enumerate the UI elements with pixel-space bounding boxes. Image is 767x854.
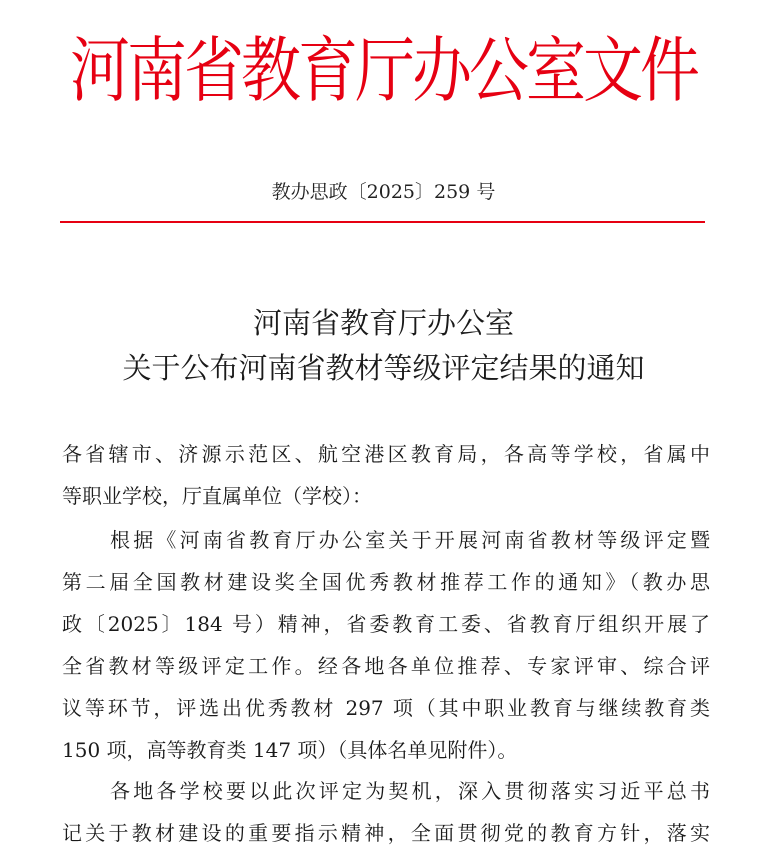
paragraph-line: 第二届全国教材建设奖全国优秀教材推荐工作的通知》（教办思 [62,570,710,594]
notice-title-line-1: 河南省教育厅办公室 [252,306,514,340]
document-number: 教办思政〔2025〕259 号 [271,181,496,203]
issuer-header: 河南省教育厅办公室文件 [70,29,697,113]
paragraph-basis [62,519,710,771]
notice-title-line-2: 关于公布河南省教材等级评定结果的通知 [122,351,645,385]
paragraph-line: 议等环节，评选出优秀教材 297 项（其中职业教育与继续教育类 [62,696,710,720]
paragraph-line: 全省教材等级评定工作。经各地各单位推荐、专家评审、综合评 [62,654,710,678]
paragraph-line: 根据《河南省教育厅办公室关于开展河南省教材等级评定暨 [110,528,710,552]
addressee-line: 各省辖市、济源示范区、航空港区教育局，各高等学校，省属中 [62,442,710,466]
paragraph-line: 记关于教材建设的重要指示精神，全面贯彻党的教育方针，落实 [62,821,710,845]
paragraph-line: 150 项，高等教育类 147 项）（具体名单见附件）。 [62,738,518,762]
addressee [62,433,710,517]
paragraph-line: 政〔2025〕184 号）精神，省委教育工委、省教育厅组织开展了 [62,612,710,636]
red-divider [60,221,705,223]
paragraph-requirements [62,770,710,854]
paragraph-line: 各地各学校要以此次评定为契机，深入贯彻落实习近平总书 [110,779,710,803]
addressee-line: 等职业学校，厅直属单位（学校）： [62,484,372,508]
